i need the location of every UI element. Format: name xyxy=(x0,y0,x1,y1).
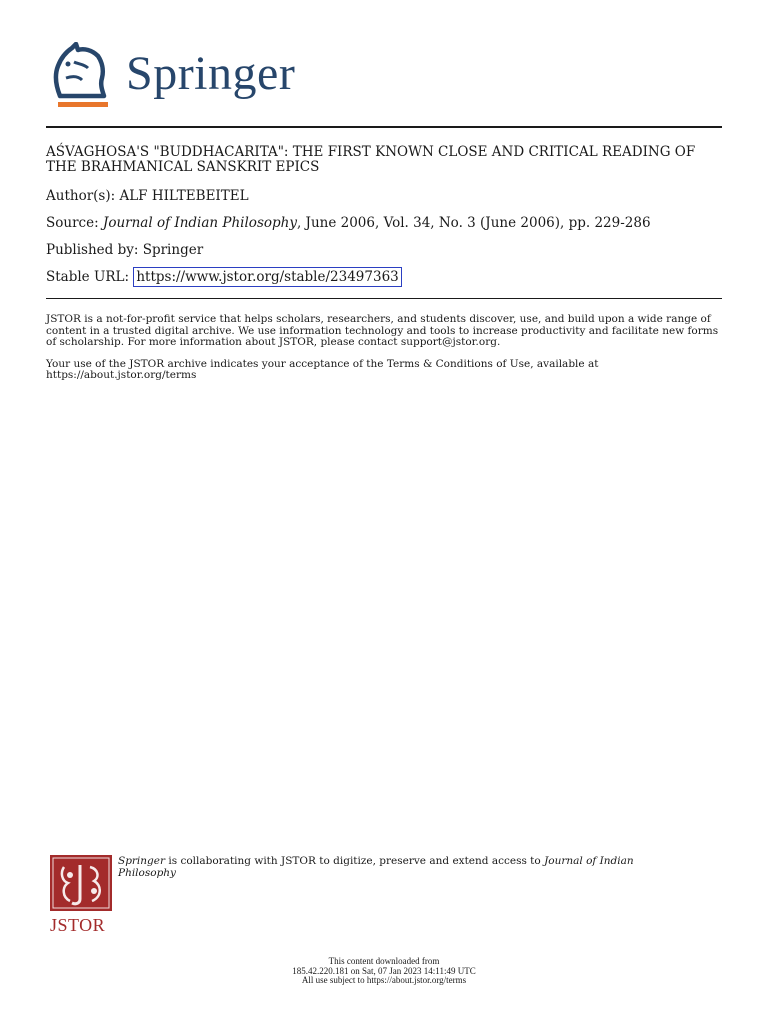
collab-publisher: Springer xyxy=(118,855,166,867)
publisher-row xyxy=(46,243,722,258)
terms-paragraph-1: JSTOR is a not-for-profit service that helps scholars, researchers, and students discover, use, and build upon a wide range of content in a trusted digital archive. We use information technology and tools to increase productivity and facilitate new forms of scholarship. For more information about JSTOR, please contact support@jstor.org. xyxy=(46,313,719,348)
authors-row xyxy=(46,189,722,204)
source-row xyxy=(46,216,722,231)
top-divider xyxy=(46,126,722,128)
article-metadata xyxy=(46,145,722,297)
stable-url-link[interactable]: https://www.jstor.org/stable/23497363 xyxy=(133,267,401,287)
authors-label: Author(s): xyxy=(46,188,116,204)
footer-line-2: 185.42.220.181 on Sat, 07 Jan 2023 14:11:49 UTC xyxy=(292,965,476,976)
authors-value: ALF HILTEBEITEL xyxy=(119,188,249,204)
jstor-terms xyxy=(46,314,722,392)
jstor-wordmark: JSTOR xyxy=(50,915,106,935)
published-value: Springer xyxy=(142,242,204,258)
download-footer xyxy=(0,957,768,986)
jstor-emblem-icon xyxy=(50,855,112,911)
collab-journal: Journal of Indian Philosophy xyxy=(118,855,634,879)
collab-text: is collaborating with JSTOR to digitize, preserve and extend access to xyxy=(165,855,545,867)
source-details: , June 2006, Vol. 34, No. 3 (June 2006), pp. 229-286 xyxy=(296,215,651,231)
springer-logo xyxy=(46,42,346,112)
stable-url-row xyxy=(46,270,722,285)
collaboration-notice xyxy=(118,856,678,879)
source-journal: Journal of Indian Philosophy xyxy=(102,215,297,231)
article-title: AŚVAGHOSA'S "BUDDHACARITA": THE FIRST KNOWN CLOSE AND CRITICAL READING OF THE BRAHMANICAL SANSKRIT EPICS xyxy=(46,144,696,175)
middle-divider xyxy=(46,298,722,299)
source-label: Source: xyxy=(46,215,99,231)
springer-wordmark: Springer xyxy=(126,47,296,100)
stable-url-label: Stable URL: xyxy=(46,269,130,285)
jstor-logo xyxy=(50,855,114,935)
published-label: Published by: xyxy=(46,242,139,258)
footer-line-3: All use subject to https://about.jstor.org/terms xyxy=(301,975,467,985)
footer-line-1: This content downloaded from xyxy=(328,956,440,966)
springer-horse-icon xyxy=(46,42,110,112)
terms-paragraph-2: Your use of the JSTOR archive indicates your acceptance of the Terms & Conditions of Use, available at https://about.jstor.org/terms xyxy=(46,357,599,381)
